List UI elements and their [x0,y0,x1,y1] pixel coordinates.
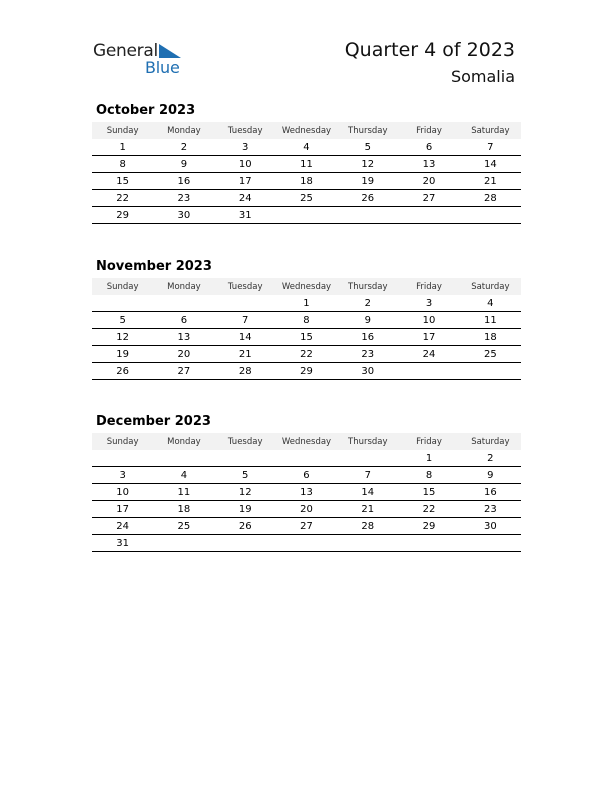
day-cell: 24 [92,518,153,535]
day-cell: 2 [460,450,521,467]
week-row [92,518,521,535]
day-cell: 22 [398,501,459,518]
week-row [92,484,521,501]
weekday-header: Monday [153,433,214,450]
day-cell: 24 [215,190,276,207]
day-cell [215,450,276,467]
day-cell: 19 [215,501,276,518]
week-row [92,501,521,518]
day-cell: 1 [398,450,459,467]
day-cell: 3 [398,295,459,312]
weekday-header: Monday [153,122,214,139]
day-cell: 21 [337,501,398,518]
day-cell [215,295,276,312]
calendar-table [92,433,521,552]
day-cell: 6 [276,467,337,484]
weekday-header: Saturday [460,433,521,450]
logo [93,40,193,80]
weekday-header: Saturday [460,278,521,295]
day-cell: 11 [460,312,521,329]
day-cell: 23 [337,346,398,363]
day-cell: 23 [153,190,214,207]
day-cell: 15 [398,484,459,501]
day-cell: 25 [276,190,337,207]
day-cell: 24 [398,346,459,363]
day-cell: 20 [276,501,337,518]
day-cell: 28 [215,363,276,380]
day-cell: 18 [460,329,521,346]
day-cell [153,535,214,552]
weekday-header: Thursday [337,433,398,450]
day-cell: 25 [460,346,521,363]
day-cell: 10 [398,312,459,329]
day-cell: 12 [337,156,398,173]
day-cell: 14 [460,156,521,173]
day-cell [337,450,398,467]
weekday-header-row [92,278,521,295]
calendar-table [92,278,521,380]
day-cell: 29 [92,207,153,224]
week-row [92,329,521,346]
day-cell: 11 [276,156,337,173]
day-cell: 8 [92,156,153,173]
day-cell: 29 [276,363,337,380]
day-cell: 10 [215,156,276,173]
day-cell: 15 [276,329,337,346]
day-cell: 5 [337,139,398,156]
month-title: December 2023 [96,414,211,429]
day-cell: 25 [153,518,214,535]
week-row [92,139,521,156]
week-row [92,207,521,224]
week-row [92,450,521,467]
weekday-header: Tuesday [215,433,276,450]
day-cell: 4 [460,295,521,312]
day-cell: 31 [215,207,276,224]
day-cell: 27 [153,363,214,380]
day-cell: 1 [92,139,153,156]
week-row [92,190,521,207]
day-cell: 19 [337,173,398,190]
day-cell: 29 [398,518,459,535]
day-cell [398,363,459,380]
day-cell [460,207,521,224]
page-subtitle: Somalia [450,67,515,86]
weekday-header: Sunday [92,278,153,295]
day-cell: 12 [92,329,153,346]
day-cell: 16 [153,173,214,190]
day-cell: 27 [398,190,459,207]
day-cell: 23 [460,501,521,518]
day-cell: 6 [398,139,459,156]
day-cell: 7 [215,312,276,329]
day-cell [276,450,337,467]
week-row [92,312,521,329]
day-cell: 20 [398,173,459,190]
day-cell: 10 [92,484,153,501]
day-cell: 3 [92,467,153,484]
day-cell: 20 [153,346,214,363]
weekday-header: Saturday [460,122,521,139]
week-row [92,346,521,363]
month-title: November 2023 [96,259,212,274]
week-row [92,295,521,312]
day-cell: 9 [153,156,214,173]
day-cell: 28 [337,518,398,535]
day-cell [337,207,398,224]
day-cell [276,207,337,224]
day-cell: 22 [92,190,153,207]
weekday-header: Thursday [337,278,398,295]
day-cell [276,535,337,552]
day-cell: 30 [337,363,398,380]
weekday-header: Monday [153,278,214,295]
day-cell: 7 [337,467,398,484]
day-cell: 8 [276,312,337,329]
day-cell: 14 [215,329,276,346]
day-cell: 17 [215,173,276,190]
day-cell: 16 [460,484,521,501]
page-title: Quarter 4 of 2023 [344,39,515,61]
weekday-header-row [92,122,521,139]
day-cell: 14 [337,484,398,501]
day-cell: 30 [460,518,521,535]
day-cell: 21 [460,173,521,190]
weekday-header: Tuesday [215,278,276,295]
day-cell: 18 [276,173,337,190]
weekday-header: Thursday [337,122,398,139]
day-cell: 11 [153,484,214,501]
day-cell: 17 [92,501,153,518]
day-cell: 28 [460,190,521,207]
day-cell: 19 [92,346,153,363]
day-cell: 15 [92,173,153,190]
day-cell: 30 [153,207,214,224]
day-cell: 13 [398,156,459,173]
day-cell: 6 [153,312,214,329]
day-cell: 12 [215,484,276,501]
day-cell: 26 [92,363,153,380]
day-cell [398,535,459,552]
week-row [92,156,521,173]
logo-triangle-icon [159,44,181,58]
week-row [92,535,521,552]
day-cell [92,295,153,312]
day-cell: 16 [337,329,398,346]
weekday-header: Friday [398,278,459,295]
day-cell [153,450,214,467]
logo-blue-text: Blue [145,58,180,77]
day-cell: 2 [153,139,214,156]
day-cell: 2 [337,295,398,312]
day-cell: 31 [92,535,153,552]
weekday-header: Tuesday [215,122,276,139]
day-cell: 18 [153,501,214,518]
week-row [92,363,521,380]
weekday-header: Wednesday [276,433,337,450]
day-cell: 13 [153,329,214,346]
month-october [92,102,521,224]
day-cell [460,363,521,380]
day-cell [215,535,276,552]
day-cell: 4 [276,139,337,156]
day-cell: 8 [398,467,459,484]
day-cell: 5 [215,467,276,484]
day-cell: 27 [276,518,337,535]
day-cell: 22 [276,346,337,363]
day-cell: 4 [153,467,214,484]
day-cell: 17 [398,329,459,346]
day-cell: 26 [215,518,276,535]
month-title: October 2023 [96,103,196,118]
weekday-header: Friday [398,122,459,139]
day-cell: 5 [92,312,153,329]
day-cell: 9 [337,312,398,329]
day-cell: 9 [460,467,521,484]
day-cell [153,295,214,312]
week-row [92,173,521,190]
weekday-header: Sunday [92,122,153,139]
day-cell: 7 [460,139,521,156]
month-december [92,413,521,552]
week-row [92,467,521,484]
weekday-header: Wednesday [276,122,337,139]
calendar-table [92,122,521,224]
month-november [92,258,521,380]
day-cell [460,535,521,552]
day-cell: 13 [276,484,337,501]
day-cell [337,535,398,552]
day-cell: 21 [215,346,276,363]
day-cell: 26 [337,190,398,207]
weekday-header-row [92,433,521,450]
day-cell [398,207,459,224]
logo-general-text: General [93,41,158,61]
weekday-header: Friday [398,433,459,450]
weekday-header: Sunday [92,433,153,450]
day-cell: 1 [276,295,337,312]
day-cell: 3 [215,139,276,156]
day-cell [92,450,153,467]
weekday-header: Wednesday [276,278,337,295]
